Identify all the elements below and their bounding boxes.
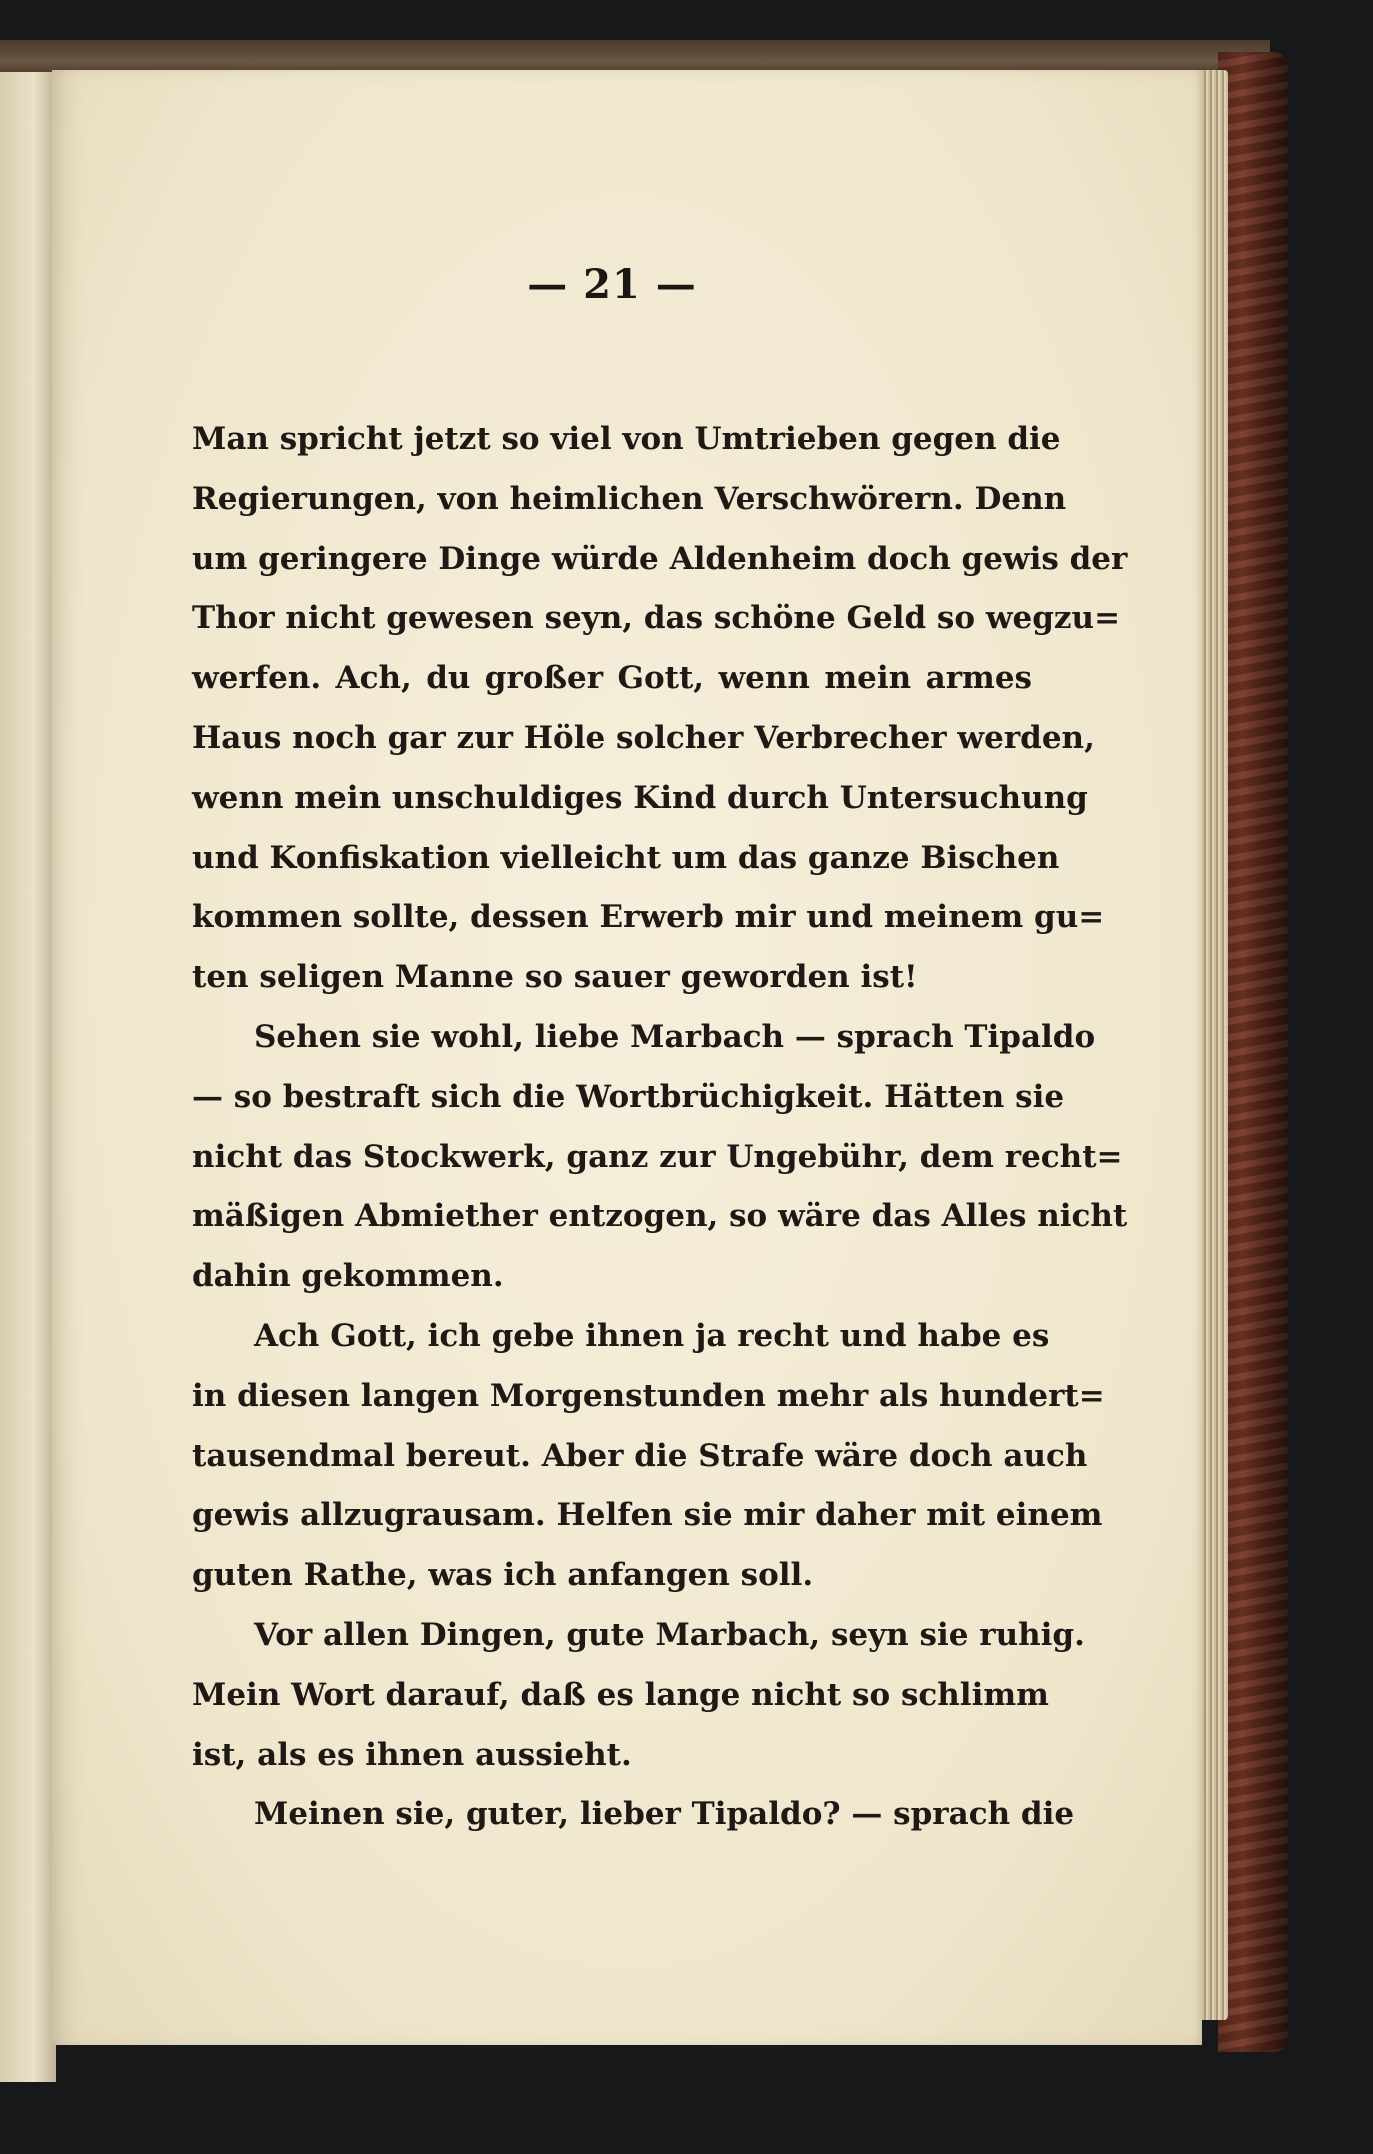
- text-line: Man spricht jetzt so viel von Umtrieben gegen die: [192, 421, 1061, 457]
- text-line: wenn mein unschuldiges Kind durch Untersuchung: [192, 779, 1088, 816]
- text-line: Vor allen Dingen, gute Marbach, seyn sie ruhig.: [254, 1616, 1085, 1653]
- text-line: Haus noch gar zur Höle solcher Verbrecher werden,: [192, 719, 1095, 756]
- body-text: [192, 410, 1128, 1845]
- text-line: Mein Wort darauf, daß es lange nicht so schlimm: [192, 1676, 1049, 1713]
- text-line: — so bestraft sich die Wortbrüchigkeit. Hätten sie: [192, 1078, 1065, 1115]
- text-line: um geringere Dinge würde Aldenheim doch gewis der: [192, 540, 1128, 577]
- text-line: werfen. Ach, du großer Gott, wenn mein armes: [192, 660, 1032, 697]
- text-line: Regierungen, von heimlichen Verschwörern. Denn: [192, 480, 1067, 517]
- page-number: — 21 —: [527, 261, 697, 308]
- leather-cover-edge: [1218, 52, 1288, 2052]
- text-line: Meinen sie, guter, lieber Tipaldo? — sprach die: [254, 1796, 1075, 1833]
- text-line: mäßigen Abmiether entzogen, so wäre das Alles nicht: [192, 1198, 1128, 1235]
- text-line: tausendmal bereut. Aber die Strafe wäre doch auch: [192, 1437, 1088, 1474]
- text-line: Ach Gott, ich gebe ihnen ja recht und habe es: [254, 1317, 1050, 1354]
- text-line: Sehen sie wohl, liebe Marbach — sprach Tipaldo: [254, 1018, 1096, 1055]
- text-line: in diesen langen Morgenstunden mehr als hundert=: [192, 1377, 1105, 1414]
- text-line: nicht das Stockwerk, ganz zur Ungebühr, dem recht=: [192, 1138, 1123, 1175]
- text-line: und Konfiskation vielleicht um das ganze Bischen: [192, 839, 1060, 876]
- text-line: gewis allzugrausam. Helfen sie mir daher mit einem: [192, 1497, 1103, 1534]
- text-line: guten Rathe, was ich anfangen soll.: [192, 1557, 814, 1594]
- text-line: dahin gekommen.: [192, 1258, 504, 1295]
- text-line: ist, als es ihnen aussieht.: [192, 1736, 632, 1773]
- text-line: Thor nicht gewesen seyn, das schöne Geld so wegzu=: [192, 600, 1121, 637]
- text-line: kommen sollte, dessen Erwerb mir und meinem gu=: [192, 899, 1105, 936]
- facing-page-edge: [0, 72, 56, 2082]
- book-page: [52, 70, 1202, 2045]
- text-line: ten seligen Manne so sauer geworden ist!: [192, 959, 918, 996]
